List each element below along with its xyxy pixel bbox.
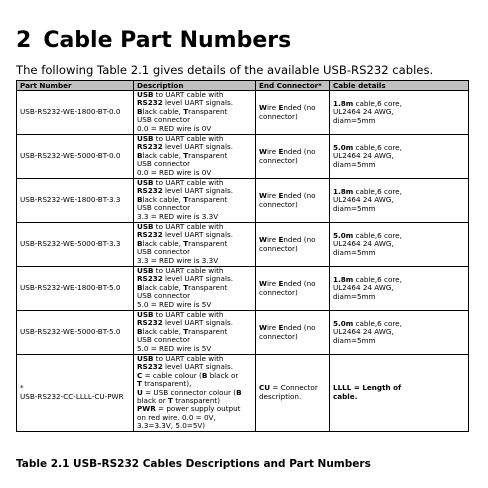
table-row <box>17 355 469 432</box>
description-line: Black cable, Transparent <box>137 150 228 160</box>
cable-details-line: 1.8m cable,6 core, <box>333 274 402 284</box>
description-line: RS232 level UART signals. <box>137 362 233 372</box>
part-number: USB-RS232-WE-5000-BT-0.0 <box>20 151 121 161</box>
cable-details-line: diam=5mm <box>333 115 376 125</box>
description-line: USB connector <box>137 203 191 213</box>
cable-details-line: UL2464 24 AWG, <box>333 195 394 205</box>
description-line: Black cable, Transparent <box>137 194 228 204</box>
description-cell <box>134 311 256 355</box>
description-line: USB to UART cable with <box>137 310 224 319</box>
part-number-cell <box>17 267 134 311</box>
end-connector-line: connector) <box>259 287 298 297</box>
description-line: 3.3 = RED wire is 3.3V <box>137 211 219 221</box>
header-end-connector: End Connector* <box>256 81 330 91</box>
end-connector-cell <box>256 311 330 355</box>
description-cell <box>134 355 256 432</box>
cable-details-line: diam=5mm <box>333 247 376 257</box>
description-line: USB connector <box>137 291 191 301</box>
section-number: 2 <box>16 28 32 53</box>
description-line: U = USB connector colour (B <box>137 387 242 397</box>
cable-details-cell <box>330 267 469 311</box>
table-caption: Table 2.1 USB-RS232 Cables Descriptions and Part Numbers <box>16 458 371 470</box>
end-connector-line: Wire Ended (no <box>259 147 316 157</box>
description-line: 3.3 = RED wire is 3.3V <box>137 255 219 265</box>
part-number: USB-RS232-WE-5000-BT-5.0 <box>20 327 121 337</box>
section-heading <box>16 26 291 56</box>
description-cell <box>134 135 256 179</box>
cable-details-cell <box>330 91 469 135</box>
description-line: USB connector <box>137 247 191 257</box>
table-row <box>17 223 469 267</box>
cable-details-line: diam=5mm <box>333 159 376 169</box>
description-cell <box>134 91 256 135</box>
cable-details-line: UL2464 24 AWG, <box>333 151 394 161</box>
end-connector-line: connector) <box>259 155 298 165</box>
description-line: USB connector <box>137 115 191 125</box>
table-header-row <box>17 81 469 91</box>
description-line: PWR = power supply output <box>137 404 241 414</box>
cable-details-cell <box>330 355 469 432</box>
end-connector-line: Wire Ended (no <box>259 103 316 113</box>
end-connector-line: CU = Connector <box>259 383 318 393</box>
description-line: USB to UART cable with <box>137 178 224 187</box>
cable-details-cell <box>330 223 469 267</box>
end-connector-cell <box>256 355 330 432</box>
part-number: USB-RS232-WE-5000-BT-3.3 <box>20 239 121 249</box>
description-line: USB connector <box>137 335 191 345</box>
table-row <box>17 135 469 179</box>
part-number-cell <box>17 91 134 135</box>
description-line: 3.3=3.3V, 5.0=5V) <box>137 421 206 431</box>
cable-details-line: 1.8m cable,6 core, <box>333 186 402 196</box>
part-number: USB-RS232-CC-LLLL-CU-PWR <box>20 391 124 401</box>
end-connector-line: Wire Ended (no <box>259 191 316 201</box>
description-line: RS232 level UART signals. <box>137 142 233 152</box>
description-line: C = cable colour (B black or <box>137 370 239 380</box>
cable-part-numbers-table <box>16 80 469 432</box>
cable-details-line: cable. <box>333 391 358 401</box>
cable-details-line: 5.0m cable,6 core, <box>333 230 402 240</box>
part-number-cell <box>17 135 134 179</box>
end-connector-line: connector) <box>259 331 298 341</box>
part-number-cell <box>17 179 134 223</box>
description-cell <box>134 223 256 267</box>
intro-paragraph: The following Table 2.1 gives details of the available USB-RS232 cables. <box>16 63 434 77</box>
description-line: black or T transparent) <box>137 396 221 406</box>
cable-details-line: UL2464 24 AWG, <box>333 239 394 249</box>
description-line: 0.0 = RED wire is 0V <box>137 123 212 133</box>
part-number: USB-RS232-WE-1800-BT-3.3 <box>20 195 121 205</box>
cable-details-line: 1.8m cable,6 core, <box>333 98 402 108</box>
end-connector-cell <box>256 91 330 135</box>
description-line: RS232 level UART signals. <box>137 230 233 240</box>
description-line: RS232 level UART signals. <box>137 98 233 108</box>
end-connector-cell <box>256 267 330 311</box>
part-number-cell <box>17 223 134 267</box>
cable-details-line: 5.0m cable,6 core, <box>333 142 402 152</box>
description-line: Black cable, Transparent <box>137 106 228 116</box>
header-description: Description <box>134 81 256 91</box>
end-connector-line: Wire Ended (no <box>259 323 316 333</box>
description-line: T transparent), <box>137 379 192 389</box>
description-line: RS232 level UART signals. <box>137 274 233 284</box>
cable-details-line: UL2464 24 AWG, <box>333 327 394 337</box>
description-line: USB to UART cable with <box>137 222 224 231</box>
table-row <box>17 91 469 135</box>
description-line: RS232 level UART signals. <box>137 186 233 196</box>
table-row <box>17 267 469 311</box>
cable-details-cell <box>330 311 469 355</box>
part-number-cell <box>17 311 134 355</box>
part-number-cell <box>17 355 134 432</box>
description-line: RS232 level UART signals. <box>137 318 233 328</box>
header-part-number: Part Number <box>17 81 134 91</box>
description-line: Black cable, Transparent <box>137 238 228 248</box>
description-line: USB to UART cable with <box>137 134 224 143</box>
cable-details-cell <box>330 179 469 223</box>
end-connector-cell <box>256 135 330 179</box>
description-line: on red wire. 0.0 = 0V, <box>137 412 216 422</box>
description-line: 0.0 = RED wire is 0V <box>137 167 212 177</box>
end-connector-cell <box>256 223 330 267</box>
cable-details-line: LLLL = Length of <box>333 383 402 393</box>
cable-details-line: UL2464 24 AWG, <box>333 107 394 117</box>
end-connector-line: Wire Ended (no <box>259 235 316 245</box>
cable-details-line: diam=5mm <box>333 203 376 213</box>
description-line: USB to UART cable with <box>137 354 224 363</box>
section-title: Cable Part Numbers <box>43 28 292 53</box>
description-line: USB connector <box>137 159 191 169</box>
end-connector-line: connector) <box>259 243 298 253</box>
end-connector-cell <box>256 179 330 223</box>
part-number-footnote-marker: * <box>20 383 24 393</box>
end-connector-line: description. <box>259 391 302 401</box>
table-row <box>17 179 469 223</box>
cable-details-cell <box>330 135 469 179</box>
table-row <box>17 311 469 355</box>
description-line: 5.0 = RED wire is 5V <box>137 299 212 309</box>
end-connector-line: connector) <box>259 111 298 121</box>
description-line: USB to UART cable with <box>137 90 224 99</box>
description-line: USB to UART cable with <box>137 266 224 275</box>
description-cell <box>134 267 256 311</box>
description-line: Black cable, Transparent <box>137 282 228 292</box>
description-line: Black cable, Transparent <box>137 326 228 336</box>
cable-details-line: UL2464 24 AWG, <box>333 283 394 293</box>
cable-details-line: 5.0m cable,6 core, <box>333 318 402 328</box>
part-number: USB-RS232-WE-1800-BT-0.0 <box>20 107 121 117</box>
cable-details-line: diam=5mm <box>333 335 376 345</box>
end-connector-line: connector) <box>259 199 298 209</box>
description-line: 5.0 = RED wire is 5V <box>137 343 212 353</box>
header-cable-details: Cable details <box>330 81 469 91</box>
part-number: USB-RS232-WE-1800-BT-5.0 <box>20 283 121 293</box>
table-body <box>17 91 469 432</box>
cable-details-line: diam=5mm <box>333 291 376 301</box>
description-cell <box>134 179 256 223</box>
end-connector-line: Wire Ended (no <box>259 279 316 289</box>
